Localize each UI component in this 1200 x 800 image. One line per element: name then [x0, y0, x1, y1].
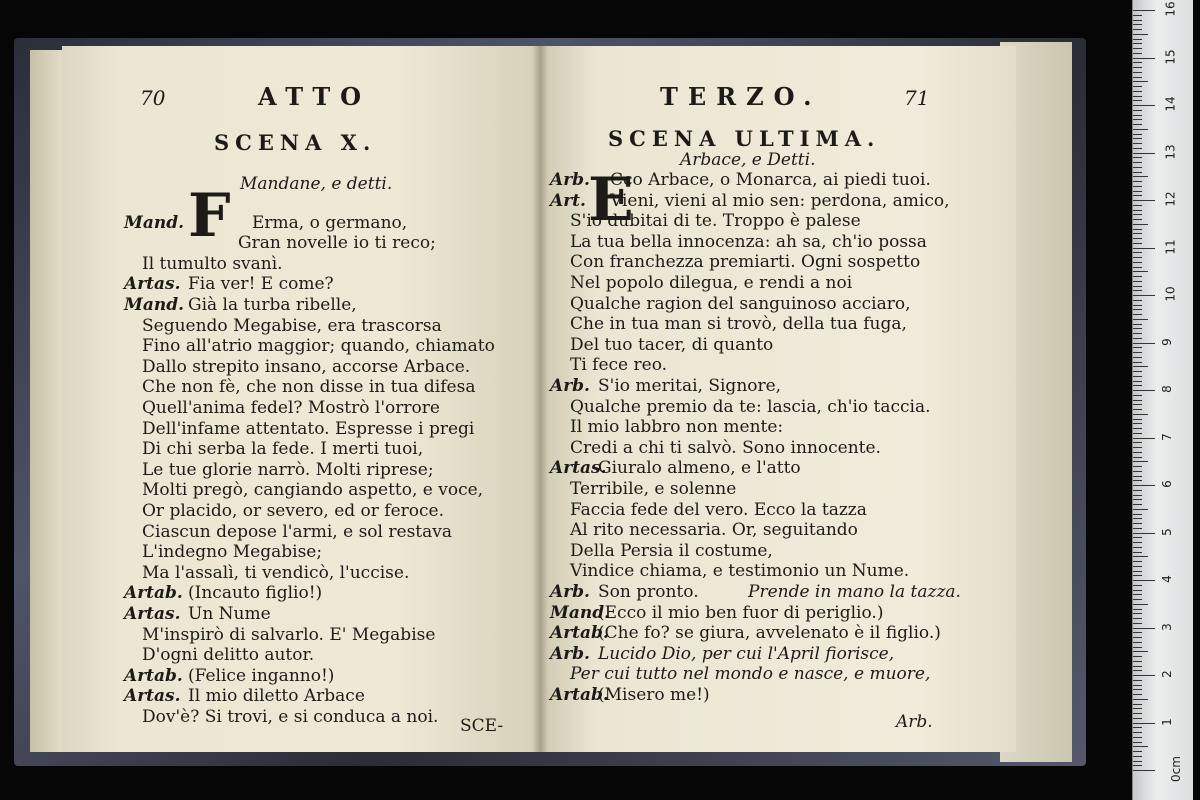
measurement-ruler — [1132, 0, 1193, 800]
ruler-tick — [1133, 376, 1142, 377]
ruler-tick — [1133, 599, 1142, 600]
ruler-tick — [1133, 343, 1155, 344]
ruler-tick — [1133, 81, 1148, 82]
speaker-label: Artab. — [124, 665, 183, 686]
ruler-tick — [1133, 143, 1142, 144]
ruler-tick — [1133, 362, 1142, 363]
ruler-label: 11 — [1163, 238, 1178, 255]
ruler-tick — [1133, 162, 1142, 163]
ruler-tick — [1133, 328, 1142, 329]
ruler-tick — [1133, 480, 1142, 481]
verse-line: Dov'è? Si trovi, e si conduca a noi. — [142, 707, 439, 727]
verse-line: Il mio diletto Arbace — [188, 686, 365, 707]
ruler-tick — [1133, 457, 1142, 458]
ruler-tick — [1133, 442, 1142, 443]
verse-line: Quell'anima fedel? Mostrò l'orrore — [142, 398, 440, 418]
ruler-tick — [1133, 651, 1148, 652]
ruler-tick — [1133, 390, 1155, 391]
ruler-tick — [1133, 765, 1142, 766]
page-number: 71 — [904, 86, 930, 110]
ruler-tick — [1133, 20, 1142, 21]
catchword: Arb. — [896, 712, 933, 732]
ruler-tick — [1133, 100, 1142, 101]
verse-line: Le tue glorie narrò. Molti riprese; — [142, 459, 434, 480]
ruler-tick — [1133, 314, 1142, 315]
ruler-tick — [1133, 742, 1142, 743]
ruler-tick — [1133, 609, 1142, 610]
ruler-tick — [1133, 96, 1142, 97]
ruler-tick — [1133, 438, 1155, 439]
ruler-tick — [1133, 642, 1142, 643]
verse-line: Fino all'atrio maggior; quando, chiamato — [142, 336, 495, 357]
verse-line: (Felice inganno!) — [188, 665, 335, 686]
ruler-tick — [1133, 243, 1142, 244]
ruler-tick — [1133, 333, 1142, 334]
verse-line: Cco Arbace, o Monarca, ai piedi tuoi. — [610, 170, 931, 190]
ruler-tick — [1133, 124, 1142, 125]
ruler-tick — [1133, 15, 1142, 16]
ruler-tick — [1133, 67, 1142, 68]
ruler-tick — [1133, 319, 1148, 320]
ruler-tick — [1133, 172, 1142, 173]
ruler-tick — [1133, 404, 1142, 405]
speaker-label: Arb. — [550, 582, 590, 602]
ruler-tick — [1133, 723, 1155, 724]
verse-line: Del tuo tacer, di quanto — [570, 334, 774, 355]
ruler-tick — [1133, 756, 1142, 757]
ruler-tick — [1133, 537, 1142, 538]
ruler-tick — [1133, 191, 1142, 192]
verse-line: L'indegno Megabise; — [142, 542, 323, 563]
ruler-tick — [1133, 594, 1142, 595]
ruler-tick — [1133, 571, 1142, 572]
verse-line: Della Persia il costume, — [570, 540, 773, 561]
ruler-tick — [1133, 509, 1148, 510]
scene-title: SCENA X. — [214, 130, 377, 155]
ruler-tick — [1133, 761, 1142, 762]
ruler-tick — [1133, 219, 1142, 220]
ruler-label: 3 — [1159, 622, 1174, 631]
ruler-tick — [1133, 414, 1148, 415]
ruler-tick — [1133, 428, 1142, 429]
ruler-tick — [1133, 547, 1142, 548]
ruler-tick — [1133, 580, 1155, 581]
ruler-tick — [1133, 423, 1142, 424]
right-page — [540, 46, 1016, 752]
ruler-tick — [1133, 39, 1142, 40]
ruler-tick — [1133, 732, 1142, 733]
ruler-label: 4 — [1159, 575, 1174, 583]
ruler-tick — [1133, 167, 1142, 168]
ruler-tick — [1133, 618, 1142, 619]
ruler-label: 2 — [1159, 670, 1174, 678]
ruler-tick — [1133, 661, 1142, 662]
ruler-tick — [1133, 134, 1142, 135]
ruler-tick — [1133, 48, 1142, 49]
verse-line: Che in tua man si trovò, della tua fuga, — [570, 314, 907, 335]
ruler-tick — [1133, 53, 1142, 54]
ruler-tick — [1133, 680, 1142, 681]
verse-line: Al rito necessaria. Or, seguitando — [570, 520, 858, 541]
verse-line: Or placido, or severo, ed or feroce. — [142, 501, 444, 521]
ruler-tick — [1133, 366, 1148, 367]
catchword: SCE- — [460, 716, 504, 736]
verse-line: Dallo strepito insano, accorse Arbace. — [142, 356, 471, 377]
ruler-tick — [1133, 210, 1142, 211]
speaker-label: Arb. — [550, 643, 590, 664]
ruler-tick — [1133, 552, 1142, 553]
ruler-tick — [1133, 561, 1142, 562]
ruler-tick — [1133, 157, 1142, 158]
ruler-tick — [1133, 604, 1148, 605]
ruler-tick — [1133, 276, 1142, 277]
verse-line: Vieni, vieni al mio sen: perdona, amico, — [610, 190, 950, 211]
ruler-tick — [1133, 371, 1142, 372]
speaker-label: Art. — [550, 190, 586, 211]
speaker-label: Artab. — [550, 623, 609, 644]
ruler-tick — [1133, 281, 1142, 282]
ruler-tick — [1133, 708, 1142, 709]
ruler-tick — [1133, 518, 1142, 519]
ruler-tick — [1133, 499, 1142, 500]
verse-line: S'io meritai, Signore, — [598, 376, 782, 396]
ruler-tick — [1133, 176, 1148, 177]
ruler-tick — [1133, 58, 1155, 59]
ruler-tick — [1133, 72, 1142, 73]
ruler-tick — [1133, 300, 1142, 301]
left-page — [62, 46, 540, 752]
speaker-label: Arb. — [550, 376, 590, 396]
ruler-tick — [1133, 290, 1142, 291]
ruler-tick — [1133, 153, 1155, 154]
verse-line: (Ecco il mio ben fuor di periglio.) — [598, 602, 884, 623]
ruler-tick — [1133, 181, 1142, 182]
scene-persons: Mandane, e detti. — [240, 174, 393, 194]
ruler-label: 13 — [1163, 143, 1178, 160]
speaker-label: Artas. — [124, 274, 181, 295]
ruler-tick — [1133, 91, 1142, 92]
ruler-tick — [1133, 138, 1142, 139]
ruler-tick — [1133, 352, 1142, 353]
ruler-tick — [1133, 523, 1142, 524]
ruler-tick — [1133, 395, 1142, 396]
ruler-tick — [1133, 590, 1142, 591]
ruler-tick — [1133, 628, 1155, 629]
ruler-label: 16 — [1163, 1, 1178, 17]
ruler-tick — [1133, 666, 1142, 667]
ruler-tick — [1133, 542, 1142, 543]
ruler-tick — [1133, 528, 1142, 529]
verse-line: Ma l'assalì, ti vendicò, l'uccise. — [142, 562, 410, 583]
speaker-label: Mand. — [124, 295, 184, 315]
running-head: TERZO. — [660, 82, 822, 111]
speaker-label: Mand. — [124, 212, 184, 233]
ruler-tick — [1133, 585, 1142, 586]
verse-line: Faccia fede del vero. Ecco la tazza — [570, 499, 867, 520]
ruler-tick — [1133, 718, 1142, 719]
running-head: ATTO — [258, 82, 372, 111]
ruler-tick — [1133, 347, 1142, 348]
ruler-tick — [1133, 286, 1142, 287]
ruler-tick — [1133, 105, 1155, 106]
ruler-tick — [1133, 623, 1142, 624]
ruler-tick — [1133, 110, 1142, 111]
ruler-tick — [1133, 186, 1142, 187]
verse-line: S'io dubitai di te. Troppo è palese — [570, 211, 861, 232]
ruler-tick — [1133, 476, 1142, 477]
verse-line: Fia ver! E come? — [188, 274, 334, 295]
book-gutter — [532, 46, 548, 752]
scene-title: SCENA ULTIMA. — [608, 126, 881, 151]
verse-line: Vindice chiama, e testimonio un Nume. — [570, 561, 910, 582]
speaker-label: Artab. — [550, 685, 609, 705]
ruler-label: 9 — [1159, 337, 1174, 346]
ruler-tick — [1133, 670, 1142, 671]
verse-line: Il mio labbro non mente: — [570, 417, 784, 438]
speaker-label: Artab. — [124, 583, 183, 604]
ruler-tick — [1133, 632, 1142, 633]
ruler-tick — [1133, 556, 1148, 557]
verse-line: Nel popolo dilegua, e rendi a noi — [570, 273, 853, 293]
ruler-tick — [1133, 252, 1142, 253]
ruler-tick — [1133, 452, 1142, 453]
ruler-label: 14 — [1163, 96, 1178, 112]
verse-line: Di chi serba la fede. I merti tuoi, — [142, 439, 424, 460]
ruler-label: 1 — [1159, 717, 1174, 726]
ruler-tick — [1133, 447, 1142, 448]
verse-line: Molti pregò, cangiando aspetto, e voce, — [142, 480, 484, 501]
ruler-tick — [1133, 119, 1142, 120]
ruler-tick — [1133, 533, 1155, 534]
ruler-tick — [1133, 295, 1155, 296]
ruler-tick — [1133, 24, 1142, 25]
verse-line: Dell'infame attentato. Espresse i pregi — [142, 418, 475, 439]
ruler-tick — [1133, 409, 1142, 410]
ruler-tick — [1133, 257, 1142, 258]
ruler-tick — [1133, 262, 1142, 263]
verse-line: Per cui tutto nel mondo e nasce, e muore, — [570, 664, 931, 685]
ruler-tick — [1133, 575, 1142, 576]
verse-line: Che non fè, che non disse in tua difesa — [142, 377, 476, 398]
verse-line: Il tumulto svanì. — [142, 253, 283, 274]
ruler-tick — [1133, 485, 1155, 486]
verse-line: Erma, o germano, — [252, 212, 408, 233]
verse-line: Con franchezza premiarti. Ogni sospetto — [570, 252, 921, 273]
verse-line: Qualche ragion del sanguinoso acciaro, — [570, 293, 911, 314]
ruler-tick — [1133, 566, 1142, 567]
ruler-tick — [1133, 461, 1148, 462]
ruler-tick — [1133, 613, 1142, 614]
ruler-tick — [1133, 637, 1142, 638]
ruler-tick — [1133, 34, 1148, 35]
ruler-tick — [1133, 737, 1142, 738]
speaker-label: Mand. — [550, 602, 610, 623]
ruler-tick — [1133, 656, 1142, 657]
ruler-tick — [1133, 381, 1142, 382]
stage-direction: Prende in mano la tazza. — [748, 582, 961, 602]
ruler-tick — [1133, 62, 1142, 63]
ruler-tick — [1133, 10, 1155, 11]
ruler-tick — [1133, 466, 1142, 467]
verse-line: Terribile, e solenne — [570, 479, 737, 499]
ruler-tick — [1133, 324, 1142, 325]
verse-line: La tua bella innocenza: ah sa, ch'io possa — [570, 231, 927, 252]
ruler-tick — [1133, 400, 1142, 401]
ruler-tick — [1133, 248, 1155, 249]
ruler-tick — [1133, 357, 1142, 358]
verse-line: Un Nume — [188, 604, 271, 624]
ruler-tick — [1133, 746, 1148, 747]
verse-line: Seguendo Megabise, era trascorsa — [142, 315, 442, 336]
ruler-tick — [1133, 713, 1142, 714]
ruler-label: 15 — [1163, 48, 1178, 65]
verse-line: D'ogni delitto autor. — [142, 645, 315, 666]
ruler-tick — [1133, 129, 1148, 130]
verse-line: Giuralo almeno, e l'atto — [598, 458, 801, 479]
verse-line: Lucido Dio, per cui l'April fiorisce, — [598, 643, 895, 664]
ruler-tick — [1133, 699, 1148, 700]
verse-line: (Incauto figlio!) — [188, 583, 323, 604]
ruler-tick — [1133, 647, 1142, 648]
ruler-tick — [1133, 205, 1142, 206]
ruler-tick — [1133, 148, 1142, 149]
ruler-label: 6 — [1159, 480, 1174, 488]
ruler-tick — [1133, 200, 1155, 201]
ruler-tick — [1133, 704, 1142, 705]
verse-line: (Che fo? se giura, avvelenato è il figlio.) — [598, 623, 941, 644]
ruler-label: 7 — [1159, 432, 1174, 441]
ruler-label: 8 — [1159, 385, 1174, 393]
ruler-tick — [1133, 214, 1142, 215]
ruler-label: 12 — [1163, 191, 1178, 207]
ruler-tick — [1133, 504, 1142, 505]
ruler-tick — [1133, 115, 1142, 116]
verse-line: Già la turba ribelle, — [188, 295, 357, 315]
verse-line: Ciascun depose l'armi, e sol restava — [142, 521, 452, 542]
verse-line: M'inspirò di salvarlo. E' Megabise — [142, 624, 436, 645]
ruler-tick — [1133, 224, 1148, 225]
ruler-tick — [1133, 495, 1142, 496]
ruler-tick — [1133, 727, 1142, 728]
drop-cap: E — [588, 165, 634, 235]
ruler-tick — [1133, 433, 1142, 434]
verse-line: Son pronto. — [598, 582, 699, 602]
ruler-tick — [1133, 305, 1142, 306]
ruler-tick — [1133, 689, 1142, 690]
drop-cap: F — [188, 181, 231, 251]
ruler-tick — [1133, 490, 1142, 491]
ruler-tick — [1133, 271, 1148, 272]
ruler-tick — [1133, 77, 1142, 78]
verse-line: Qualche premio da te: lascia, ch'io taccia. — [570, 396, 931, 417]
ruler-tick — [1133, 267, 1142, 268]
speaker-label: Artas. — [550, 458, 607, 479]
scene-persons: Arbace, e Detti. — [680, 150, 816, 170]
verse-line: Gran novelle io ti reco; — [238, 233, 436, 254]
ruler-tick — [1133, 694, 1142, 695]
speaker-label: Artas. — [124, 686, 181, 707]
ruler-tick — [1133, 86, 1142, 87]
ruler-tick — [1133, 309, 1142, 310]
ruler-tick — [1133, 675, 1155, 676]
ruler-tick — [1133, 419, 1142, 420]
ruler-tick — [1133, 338, 1142, 339]
ruler-tick — [1133, 29, 1142, 30]
ruler-tick — [1133, 195, 1142, 196]
ruler-tick — [1133, 43, 1142, 44]
verse-line: Ti fece reo. — [570, 355, 668, 376]
ruler-tick — [1133, 238, 1142, 239]
ruler-label: 5 — [1159, 527, 1174, 536]
ruler-tick — [1133, 751, 1142, 752]
ruler-tick — [1133, 770, 1155, 771]
page-number: 70 — [140, 86, 166, 110]
ruler-label: 0cm — [1168, 756, 1183, 782]
ruler-tick — [1133, 685, 1142, 686]
ruler-tick — [1133, 514, 1142, 515]
verse-line: (Misero me!) — [598, 685, 710, 705]
ruler-tick — [1133, 229, 1142, 230]
ruler-label: 10 — [1163, 286, 1178, 302]
ruler-tick — [1133, 233, 1142, 234]
speaker-label: Artas. — [124, 604, 181, 624]
verse-line: Credi a chi ti salvò. Sono innocente. — [570, 437, 881, 458]
ruler-tick — [1133, 385, 1142, 386]
speaker-label: Arb. — [550, 170, 590, 190]
ruler-tick — [1133, 471, 1142, 472]
